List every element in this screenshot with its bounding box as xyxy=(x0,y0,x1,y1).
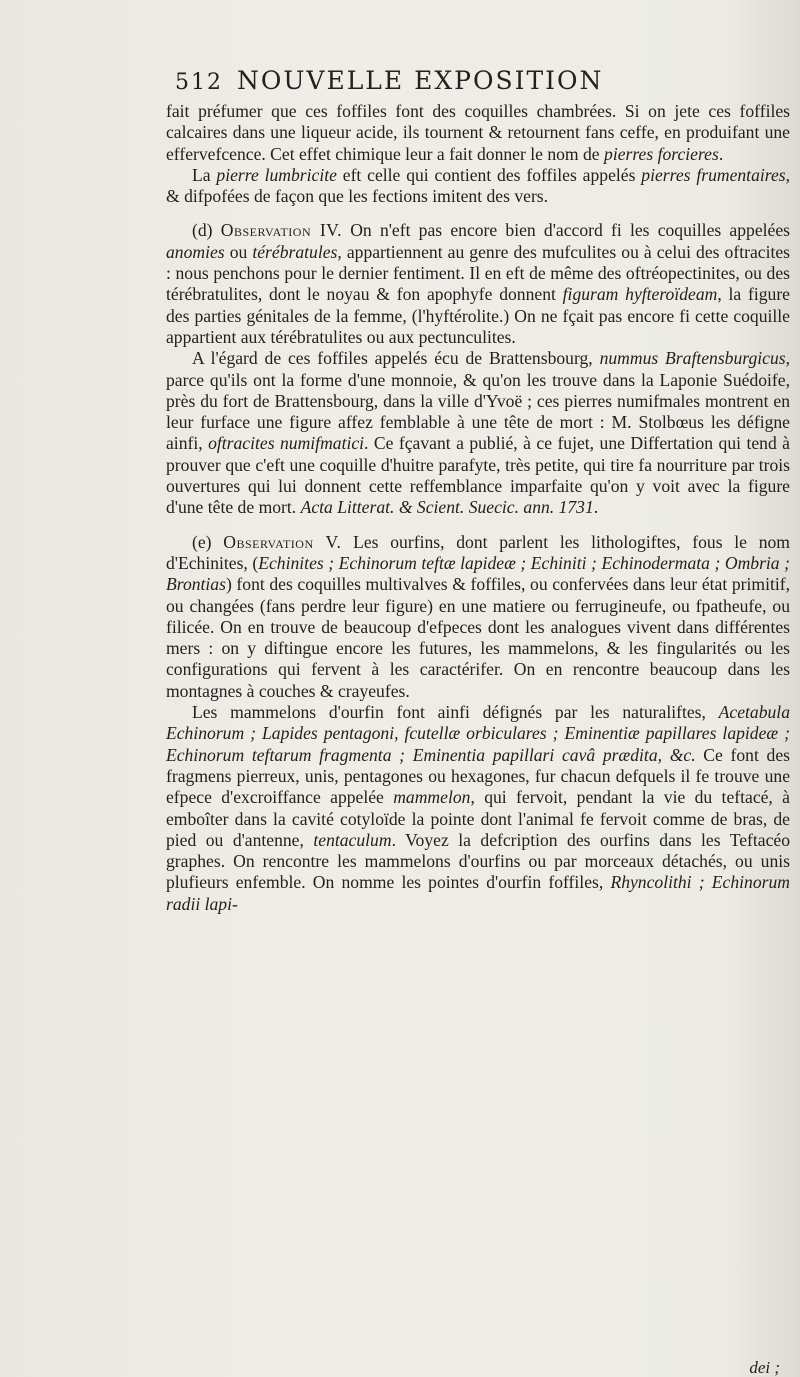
body-text xyxy=(166,101,790,915)
catchword: dei ; xyxy=(749,1358,780,1377)
paragraph-observation-5: (e) Observation V. Les ourfins, dont parlent les lithologiftes, fous le nom d'Echinites, (Echinites ; Echinorum teftæ lapideæ ; Echiniti ; Echinodermata ; Ombria ; Brontias) font des coquilles multivalves & foffiles, ou confervées dans leur état primitif, ou changées (fans perdre leur figure) en une matiere ou ferrugineufe, ou fpatheufe, ou filicée. On en trouve de beaucoup d'efpeces dont les analogues vivent dans différentes mers : on y diftingue encore les futures, les mammelons, & les fingularités ou les configurations qui fervent à les caractérifer. On en rencontre beaucoup dans les montagnes à couches & crayeufes. xyxy=(166,531,791,701)
footnote-mark: (e) xyxy=(192,531,224,552)
paragraph-4: A l'égard de ces foffiles appelés écu de Brattensbourg, nummus Braftensburgicus, parce qu'ils ont la forme d'une monnoie, & qu'on les trouve dans la Laponie Suédoife, près du fort de Brattensbourg, dans la ville d'Yvoë ; ces pierres numifmales montrent en leur furface une figure affez femblable à une tête de mort : M. Stolbœus les défigne ainfi, oftracites numifmatici. Ce fçavant a publié, à ce fujet, une Differtation qui tend à prouver que c'eft une coquille d'huitre parafyte, très petite, qui tire fa nourriture par trois ouvertures qui lui donnent cette reffemblance imparfaite qu'on y voit avec la figure d'une tête de mort. Acta Litterat. & Scient. Suecic. ann. 1731. xyxy=(166,348,791,518)
running-title: NOUVELLE EXPOSITION xyxy=(236,66,604,95)
paragraph-observation-4: (d) Observation IV. On n'eft pas encore bien d'accord fi les coquilles appelées anomies ou térébratules, appartiennent au genre des mufculites ou à celui des oftracites : nous penchons pour le dernier fentiment. Il en eft de même des oftréopectinites, ou des térébratulites, dont le noyau & fon apophyfe donnent figuram hyfteroïdeam, la figure des parties génitales de la femme, (l'hyftérolite.) On ne fçait pas encore fi cette coquille appartient aux térébratulites ou aux pectunculites. xyxy=(166,220,790,347)
page-number: 512 xyxy=(175,70,223,95)
observation-heading: Observation IV. xyxy=(220,220,343,241)
paragraph-2: La pierre lumbricite eft celle qui contient des foffiles appelés pierres frumentaires, & difpofées de façon que les fections imitent des vers. xyxy=(166,164,791,207)
page-header xyxy=(175,66,695,98)
paragraph-6: Les mammelons d'ourfin font ainfi défignés par les naturaliftes, Acetabula Echinorum ; Lapides pentagoni, fcutellæ orbiculares ; Eminentiæ papillares lapideæ ; Echinorum teftarum fragmenta ; Eminentia papillari cavâ prædita, &c. Ce font des fragmens pierreux, unis, pentagones ou hexagones, fur chacun defquels il fe trouve une efpece d'excroiffance appelée mammelon, qui fervoit, pendant la vie du teftacé, à emboîter dans la cavité cotyloïde la pointe dont l'animal fe fervoit comme de bras, de pied ou d'antenne, tentaculum. Voyez la defcription des ourfins dans les Teftacéo graphes. On rencontre les mammelons d'ourfins ou par morceaux détachés, ou unis plufieurs enfemble. On nomme les pointes d'ourfin foffiles, Rhyncolithi ; Echinorum radii lapi- xyxy=(166,702,791,914)
observation-heading: Observation V. xyxy=(223,531,342,552)
footnote-mark: (d) xyxy=(192,220,221,241)
paragraph-1: fait préfumer que ces foffiles font des coquilles chambrées. Si on jete ces foffiles calcaires dans une liqueur acide, ils tournent & retournent fans ceffe, en produifant une effervefcence. Cet effet chimique leur a fait donner le nom de pierres forcieres. xyxy=(166,101,790,164)
